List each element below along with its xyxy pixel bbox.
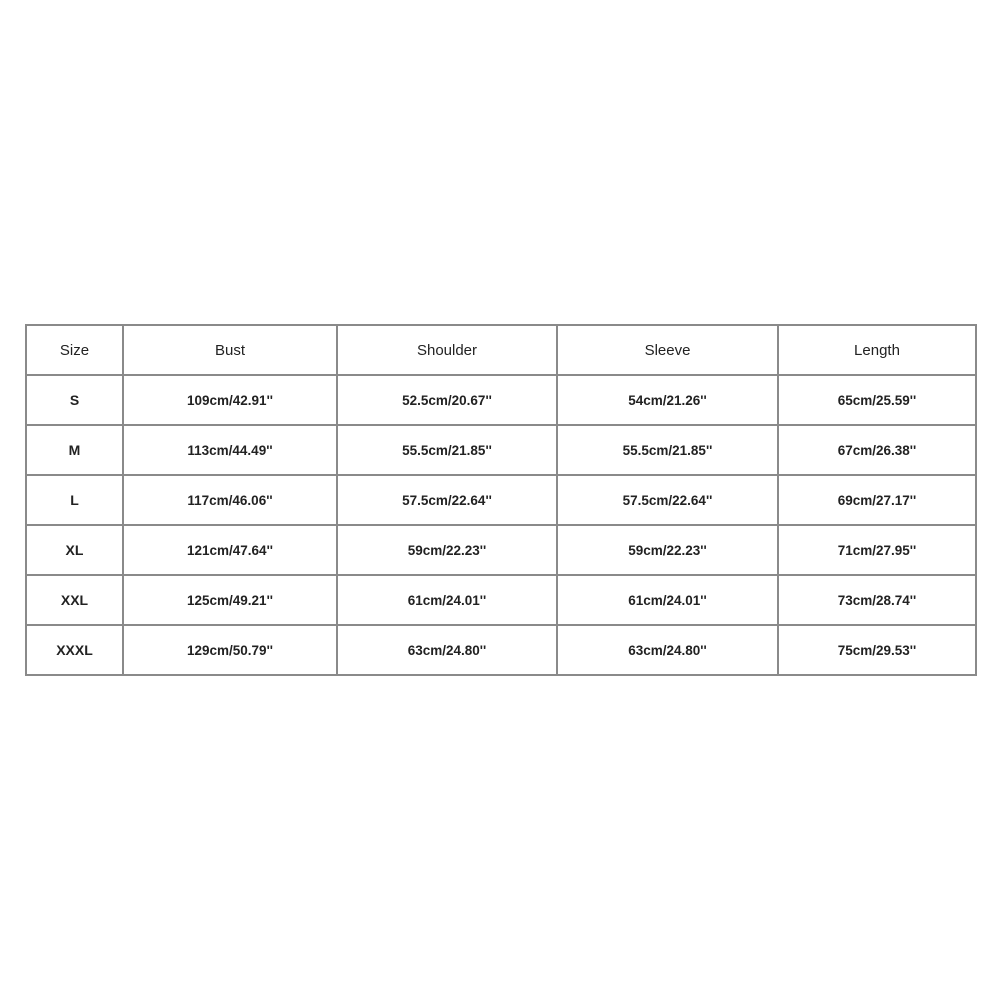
length-cell: 69cm/27.17'' <box>778 475 976 525</box>
length-cell: 67cm/26.38'' <box>778 425 976 475</box>
header-size: Size <box>26 325 123 375</box>
size-cell: M <box>26 425 123 475</box>
sleeve-cell: 55.5cm/21.85'' <box>557 425 778 475</box>
size-cell: XXXL <box>26 625 123 675</box>
header-length: Length <box>778 325 976 375</box>
sleeve-cell: 61cm/24.01'' <box>557 575 778 625</box>
table-header-row <box>26 325 976 375</box>
table-row <box>26 475 976 525</box>
table-row <box>26 575 976 625</box>
length-cell: 65cm/25.59'' <box>778 375 976 425</box>
bust-cell: 129cm/50.79'' <box>123 625 337 675</box>
sleeve-cell: 57.5cm/22.64'' <box>557 475 778 525</box>
table-row <box>26 625 976 675</box>
length-cell: 71cm/27.95'' <box>778 525 976 575</box>
length-cell: 75cm/29.53'' <box>778 625 976 675</box>
table-row <box>26 525 976 575</box>
size-cell: XXL <box>26 575 123 625</box>
bust-cell: 117cm/46.06'' <box>123 475 337 525</box>
shoulder-cell: 61cm/24.01'' <box>337 575 557 625</box>
sleeve-cell: 54cm/21.26'' <box>557 375 778 425</box>
bust-cell: 121cm/47.64'' <box>123 525 337 575</box>
bust-cell: 113cm/44.49'' <box>123 425 337 475</box>
shoulder-cell: 52.5cm/20.67'' <box>337 375 557 425</box>
bust-cell: 109cm/42.91'' <box>123 375 337 425</box>
shoulder-cell: 59cm/22.23'' <box>337 525 557 575</box>
sleeve-cell: 59cm/22.23'' <box>557 525 778 575</box>
shoulder-cell: 63cm/24.80'' <box>337 625 557 675</box>
size-chart-table <box>25 324 977 676</box>
sleeve-cell: 63cm/24.80'' <box>557 625 778 675</box>
size-cell: XL <box>26 525 123 575</box>
size-cell: L <box>26 475 123 525</box>
shoulder-cell: 55.5cm/21.85'' <box>337 425 557 475</box>
header-bust: Bust <box>123 325 337 375</box>
length-cell: 73cm/28.74'' <box>778 575 976 625</box>
shoulder-cell: 57.5cm/22.64'' <box>337 475 557 525</box>
table-row <box>26 375 976 425</box>
header-shoulder: Shoulder <box>337 325 557 375</box>
table-row <box>26 425 976 475</box>
header-sleeve: Sleeve <box>557 325 778 375</box>
bust-cell: 125cm/49.21'' <box>123 575 337 625</box>
size-cell: S <box>26 375 123 425</box>
